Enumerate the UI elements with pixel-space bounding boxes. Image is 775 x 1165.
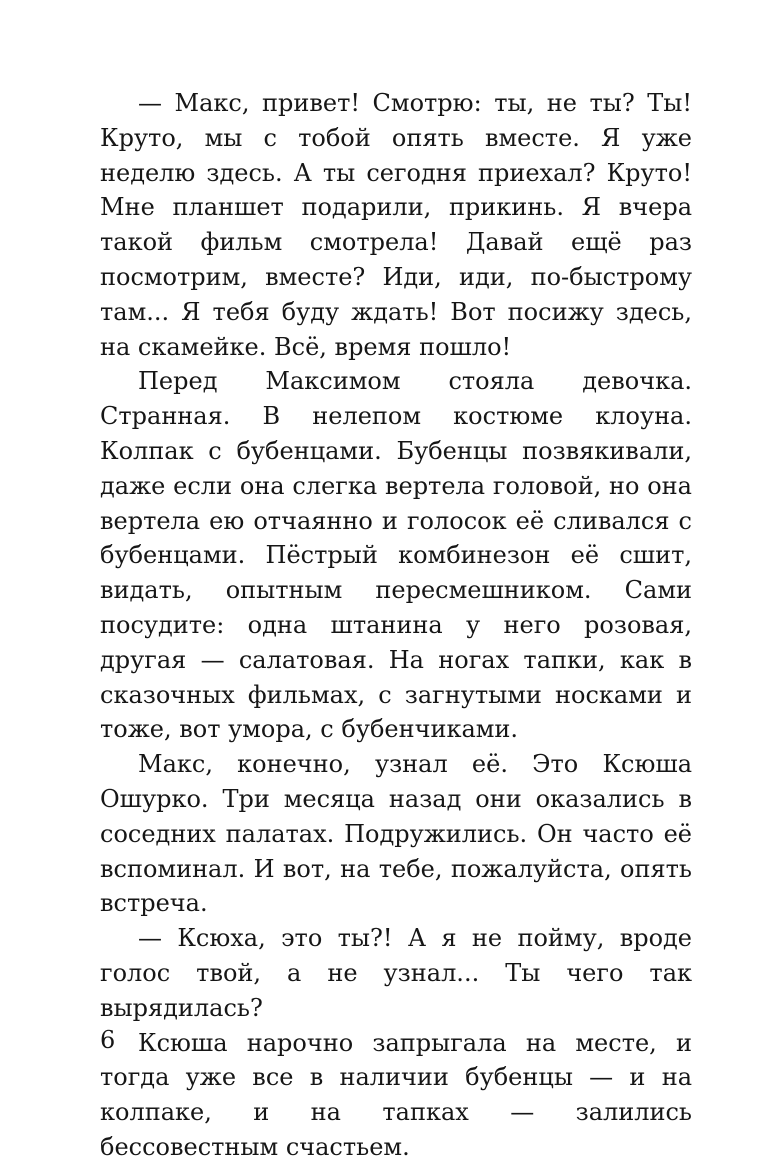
page-number: 6 xyxy=(100,1026,116,1054)
paragraph-2: Перед Максимом стояла девочка. Странная. В нелепом костюме клоуна. Колпак с бубенцами. Бубенцы позвякивали, даже если она слегка вертела головой, но она вертела ею отчаянно и голосок её сливался с бубенцами. Пёстрый комбинезон её сшит, видать, опытным пересмешником. Сами посудите: одна штанина у него розовая, другая — салатовая. На ногах тапки, как в сказочных фильмах, с загнутыми носками и тоже, вот умора, с бубенчиками. xyxy=(100,367,692,744)
paragraph-4: — Ксюха, это ты?! А я не пойму, вроде голос твой, а не узнал... Ты чего так вырядилась? xyxy=(100,924,692,1022)
body-text xyxy=(100,86,692,1165)
paragraph-1: — Макс, привет! Смотрю: ты, не ты? Ты! Круто, мы с тобой опять вместе. Я уже неделю здесь. А ты сегодня приехал? Круто! Мне планшет подарили, прикинь. Я вчера такой фильм смотрела! Давай ещё раз посмотрим, вместе? Иди, иди, по-быстрому там... Я тебя буду ждать! Вот посижу здесь, на скамейке. Всё, время пошло! xyxy=(100,89,692,361)
paragraph-5: Ксюша нарочно запрыгала на месте, и тогда уже все в наличии бубенцы — и на колпаке, и на тапках — залились бессовестным счастьем. xyxy=(100,1028,692,1161)
paragraph-3: Макс, конечно, узнал её. Это Ксюша Ошурко. Три месяца назад они оказались в соседних палатах. Подружились. Он часто её вспоминал. И вот, на тебе, пожалуйста, опять встреча. xyxy=(100,750,692,918)
